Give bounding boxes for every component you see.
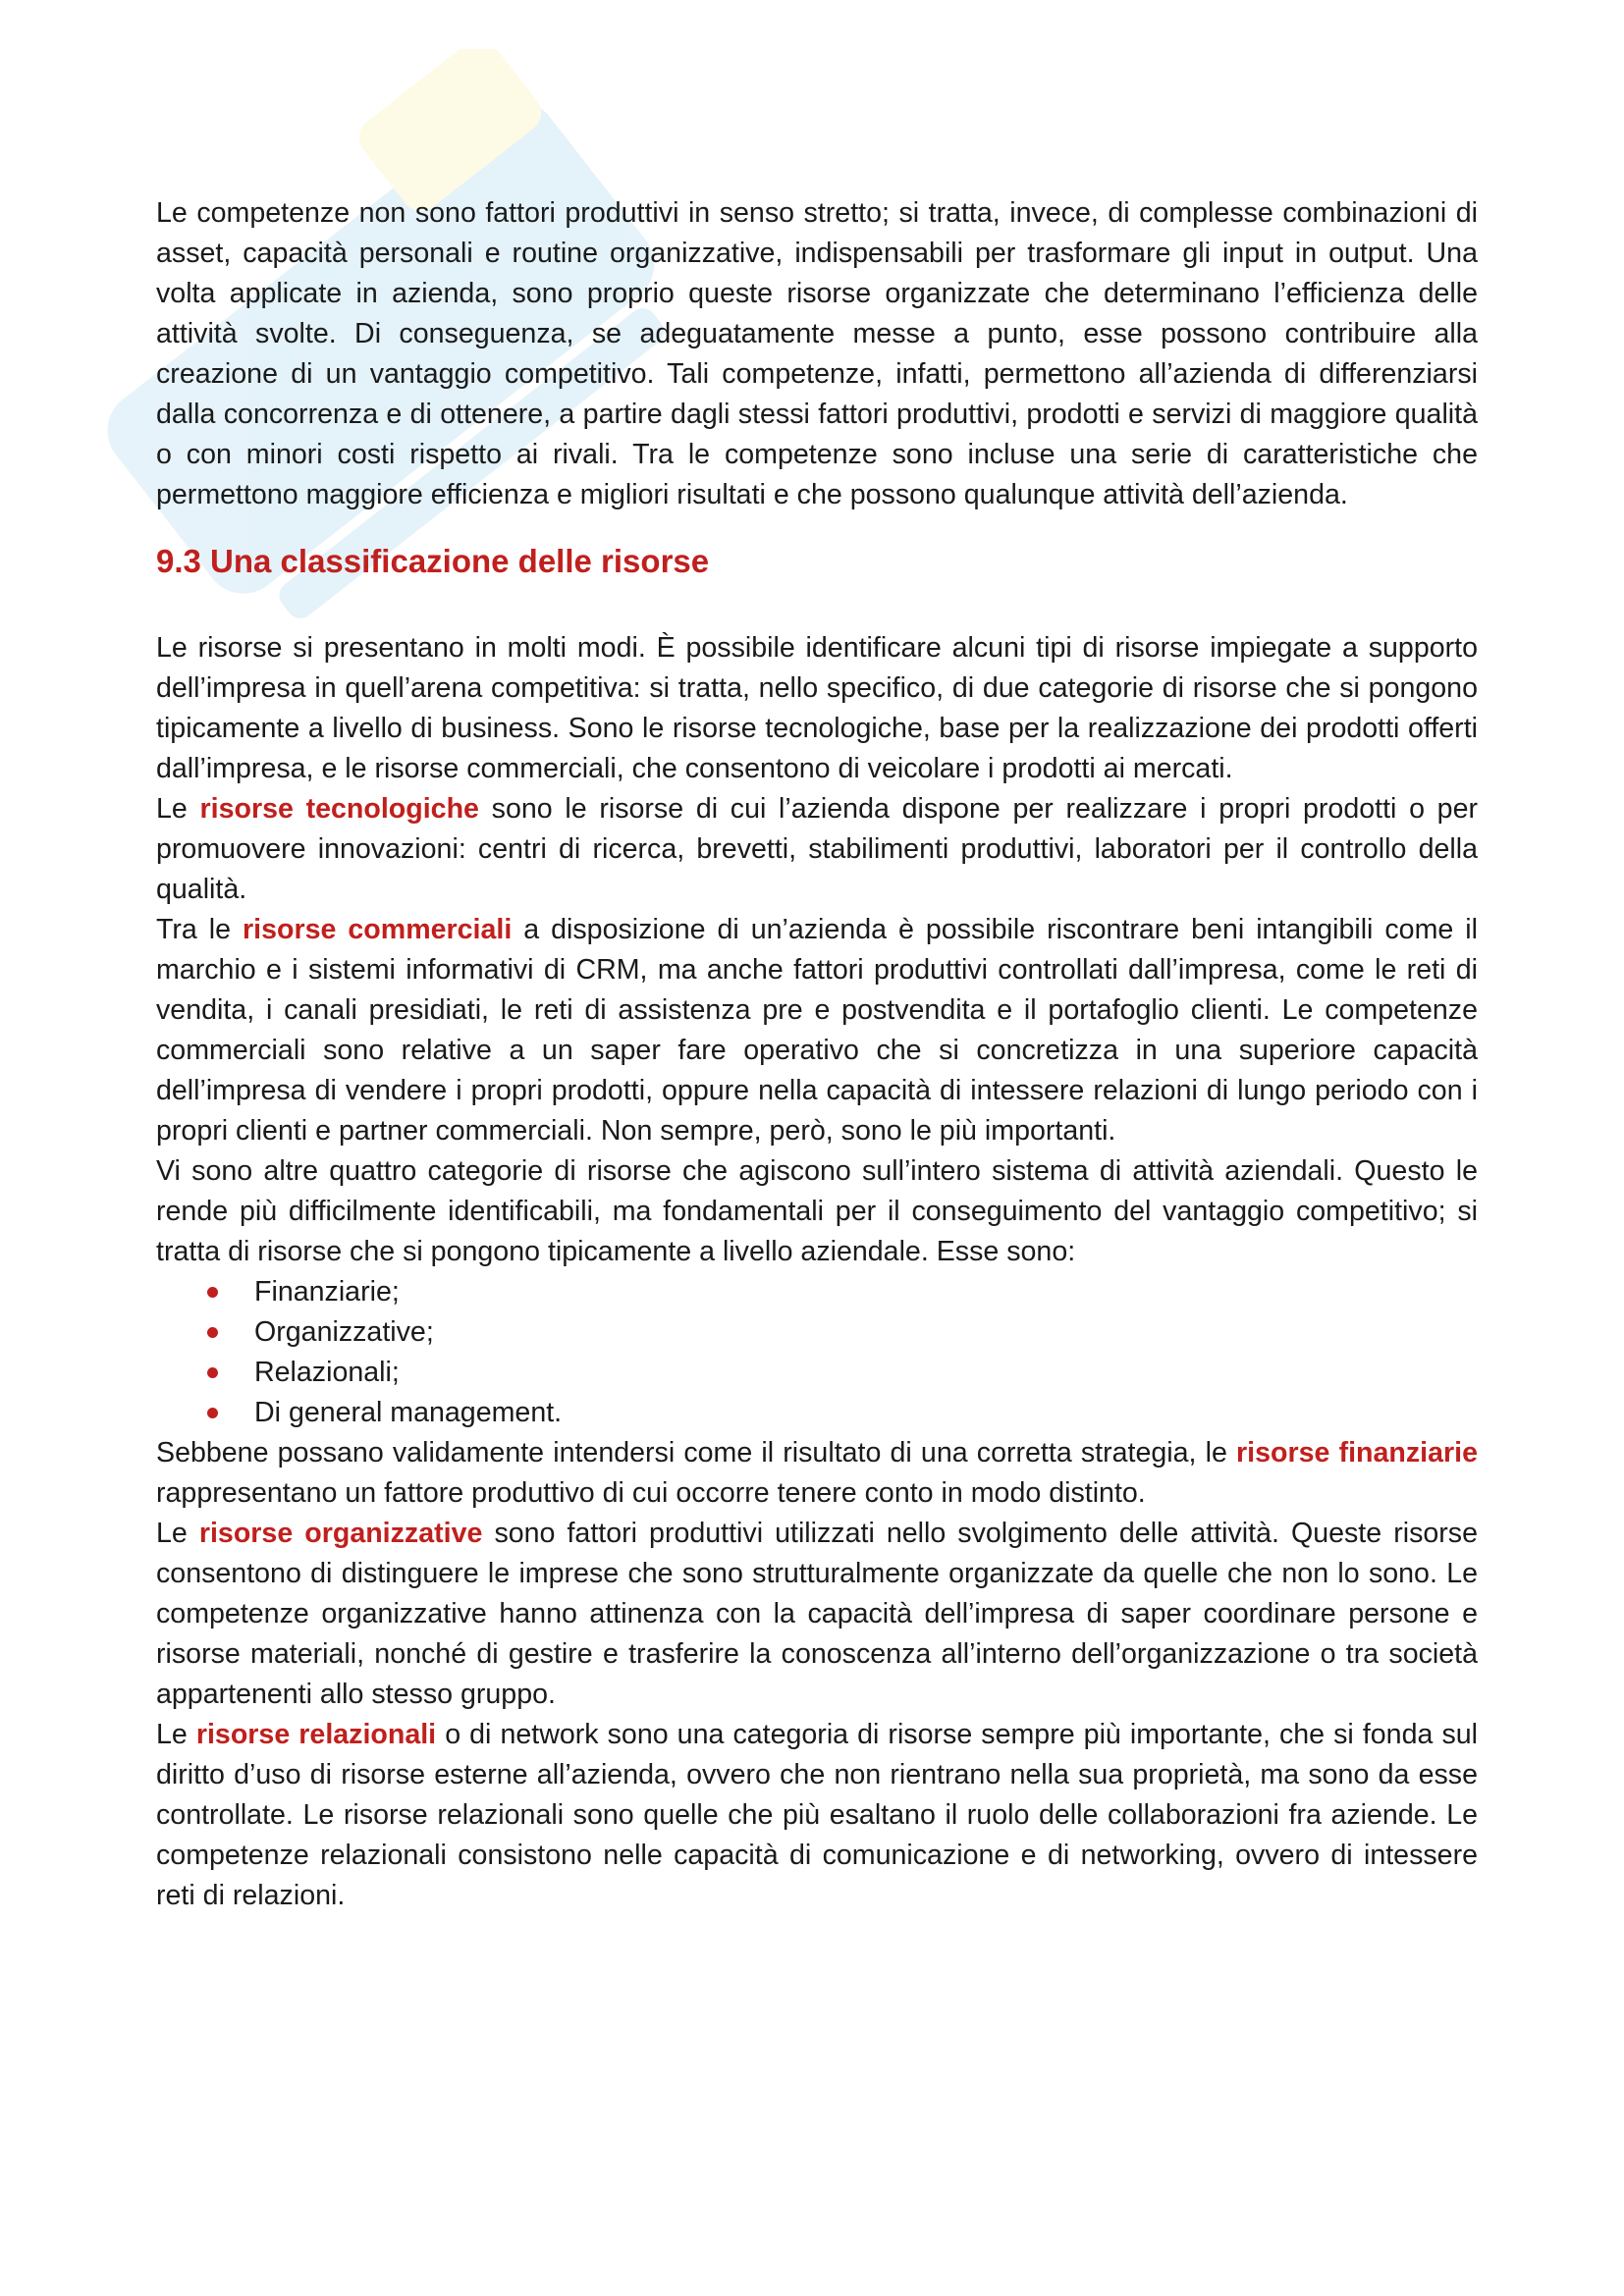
term-tech-resources: risorse tecnologiche (199, 793, 479, 825)
term-organizational-resources: risorse organizzative (198, 1518, 483, 1549)
bullet-icon (207, 1367, 218, 1378)
paragraph-commercial-resources: Tra le risorse commerciali a disposizione di un’azienda è possibile riscontrare beni intangibili come il marchio e i sistemi informativi di CRM, ma anche fattori produttivi controllati dall’impresa, come le reti di vendita, i canali presidiati, le reti di assistenza pre e postvendita e il portafoglio clienti. Le competenze commerciali sono relative a un saper fare operativo che si concretizza in una superiore capacità dell’impresa di vendere i propri prodotti, oppure nella capacità di intessere relazioni di lungo periodo con i propri clienti e partner commerciali. Non sempre, però, sono le più importanti. (156, 914, 1478, 1147)
page-content (156, 193, 1478, 1916)
term-financial-resources: risorse finanziarie (1236, 1437, 1478, 1468)
paragraph-financial-resources: Sebbene possano validamente intendersi come il risultato di una corretta strategia, le risorse finanziarie rappresentano un fattore produttivo di cui occorre tenere conto in modo distinto. (156, 1437, 1478, 1509)
intro-paragraph: Le competenze non sono fattori produttivi in senso stretto; si tratta, invece, di complesse combinazioni di asset, capacità personali e routine organizzative, indispensabili per trasformare gli input in output. Una volta applicate in azienda, sono proprio queste risorse organizzate che determinano l’efficienza delle attività svolte. Di conseguenza, se adeguatamente messe a punto, esse possono contribuire alla creazione di un vantaggio competitivo. Tali competenze, infatti, permettono all’azienda di differenziarsi dalla concorrenza e di ottenere, a partire dagli stessi fattori produttivi, prodotti e servizi di maggiore qualità o con minori costi rispetto ai rivali. Tra le competenze sono incluse una serie di caratteristiche che permettono maggiore efficienza e migliori risultati e che possono qualunque attività dell’azienda. (156, 197, 1478, 510)
list-item: Finanziarie; (205, 1272, 1478, 1312)
paragraph-relational-resources: Le risorse relazionali o di network sono una categoria di risorse sempre più importante, che si fonda sul diritto d’uso di risorse esterne all’azienda, ovvero che non rientrano nella sua proprietà, ma sono da esse controllate. Le risorse relazionali sono quelle che più esaltano il ruolo delle collaborazioni fra aziende. Le competenze relazionali consistono nelle capacità di comunicazione e di networking, ovvero di intessere reti di relazioni. (156, 1719, 1478, 1911)
term-commercial-resources: risorse commerciali (243, 914, 513, 945)
bullet-icon (207, 1408, 218, 1418)
section-heading: 9.3 Una classificazione delle risorse (156, 543, 710, 579)
paragraph-resource-types: Le risorse si presentano in molti modi. È possibile identificare alcuni tipi di risorse impiegate a supporto dell’impresa in quell’arena competitiva: si tratta, nello specifico, di due categorie di risorse che si pongono tipicamente a livello di business. Sono le risorse tecnologiche, base per la realizzazione dei prodotti offerti dall’impresa, e le risorse commerciali, che consentono di veicolare i prodotti ai mercati. (156, 632, 1478, 784)
paragraph-organizational-resources: Le risorse organizzative sono fattori produttivi utilizzati nello svolgimento delle attività. Queste risorse consentono di distinguere le imprese che sono strutturalmente organizzate da quelle che non lo sono. Le competenze organizzative hanno attinenza con la capacità dell’impresa di saper coordinare persone e risorse materiali, nonché di gestire e trasferire la conoscenza all’interno dell’organizzazione o tra società appartenenti allo stesso gruppo. (156, 1518, 1478, 1710)
term-relational-resources: risorse relazionali (195, 1719, 437, 1750)
paragraph-tech-resources: Le risorse tecnologiche sono le risorse di cui l’azienda dispone per realizzare i propri prodotti o per promuovere innovazioni: centri di ricerca, brevetti, stabilimenti produttivi, laboratori per il controllo della qualità. (156, 793, 1479, 905)
bullet-icon (207, 1327, 218, 1338)
categories-list (156, 1272, 1478, 1433)
bullet-icon (207, 1287, 218, 1298)
list-item: Organizzative; (205, 1312, 1478, 1353)
list-item: Di general management. (205, 1393, 1478, 1433)
list-item: Relazionali; (205, 1353, 1478, 1393)
paragraph-four-categories: Vi sono altre quattro categorie di risorse che agiscono sull’intero sistema di attività aziendali. Questo le rende più difficilmente identificabili, ma fondamentali per il conseguimento del vantaggio competitivo; si tratta di risorse che si pongono tipicamente a livello aziendale. Esse sono: (156, 1155, 1478, 1267)
